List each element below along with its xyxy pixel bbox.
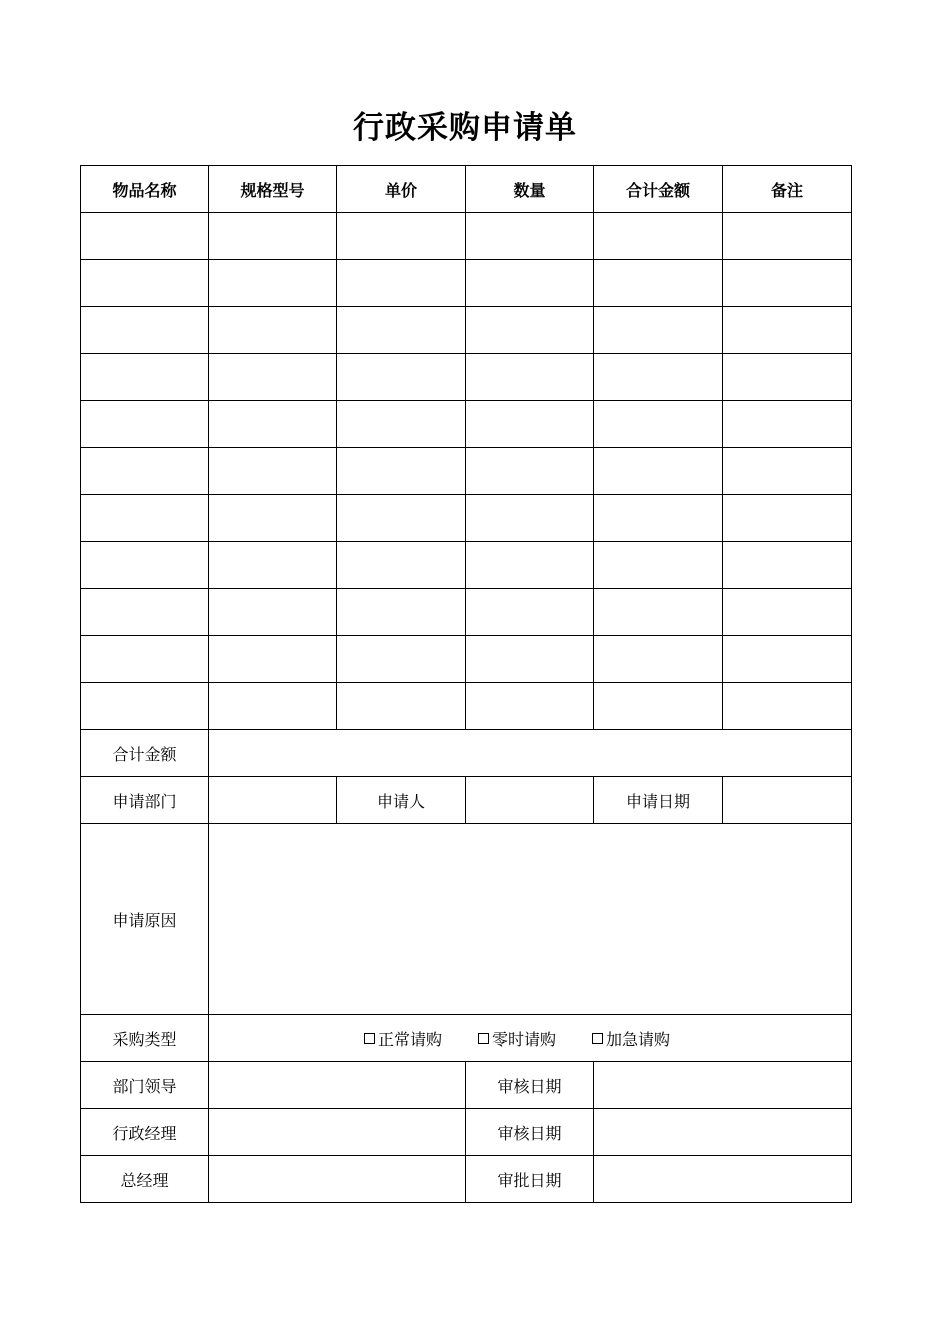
apply-date-label: 申请日期 bbox=[594, 777, 723, 824]
item-name-cell[interactable] bbox=[81, 307, 209, 354]
unit-price-cell[interactable] bbox=[337, 260, 466, 307]
purchase-type-options bbox=[209, 1015, 852, 1062]
item-name-cell[interactable] bbox=[81, 354, 209, 401]
total-amount-cell[interactable] bbox=[594, 636, 723, 683]
remarks-cell[interactable] bbox=[723, 354, 852, 401]
approval-date-value[interactable] bbox=[594, 1156, 852, 1203]
total-amount-cell[interactable] bbox=[594, 260, 723, 307]
item-row bbox=[81, 354, 852, 401]
item-row bbox=[81, 589, 852, 636]
approval-row bbox=[81, 1156, 852, 1203]
quantity-cell[interactable] bbox=[466, 589, 594, 636]
reason-value[interactable] bbox=[209, 824, 852, 1015]
approval-row bbox=[81, 1109, 852, 1156]
header-quantity: 数量 bbox=[466, 166, 594, 213]
quantity-cell[interactable] bbox=[466, 307, 594, 354]
approval-signature-cell[interactable] bbox=[209, 1156, 466, 1203]
remarks-cell[interactable] bbox=[723, 448, 852, 495]
unit-price-cell[interactable] bbox=[337, 636, 466, 683]
total-amount-cell[interactable] bbox=[594, 589, 723, 636]
checkbox-icon[interactable] bbox=[364, 1033, 375, 1044]
remarks-cell[interactable] bbox=[723, 213, 852, 260]
item-row bbox=[81, 401, 852, 448]
remarks-cell[interactable] bbox=[723, 636, 852, 683]
spec-model-cell[interactable] bbox=[209, 354, 337, 401]
unit-price-cell[interactable] bbox=[337, 683, 466, 730]
quantity-cell[interactable] bbox=[466, 636, 594, 683]
option-label: 零时请购 bbox=[492, 1029, 557, 1049]
spec-model-cell[interactable] bbox=[209, 448, 337, 495]
checkbox-icon[interactable] bbox=[478, 1033, 489, 1044]
item-row bbox=[81, 683, 852, 730]
page-title: 行政采购申请单 bbox=[353, 110, 577, 146]
option-temporary-purchase[interactable] bbox=[478, 1027, 556, 1050]
quantity-cell[interactable] bbox=[466, 448, 594, 495]
spec-model-cell[interactable] bbox=[209, 307, 337, 354]
quantity-cell[interactable] bbox=[466, 213, 594, 260]
item-name-cell[interactable] bbox=[81, 448, 209, 495]
approval-role-label: 总经理 bbox=[81, 1156, 209, 1203]
item-row bbox=[81, 213, 852, 260]
item-row bbox=[81, 260, 852, 307]
item-name-cell[interactable] bbox=[81, 589, 209, 636]
total-amount-cell[interactable] bbox=[594, 495, 723, 542]
remarks-cell[interactable] bbox=[723, 260, 852, 307]
item-name-cell[interactable] bbox=[81, 636, 209, 683]
quantity-cell[interactable] bbox=[466, 683, 594, 730]
header-total-amount: 合计金额 bbox=[594, 166, 723, 213]
item-row bbox=[81, 542, 852, 589]
header-unit-price: 单价 bbox=[337, 166, 466, 213]
remarks-cell[interactable] bbox=[723, 589, 852, 636]
unit-price-cell[interactable] bbox=[337, 354, 466, 401]
remarks-cell[interactable] bbox=[723, 401, 852, 448]
option-normal-purchase[interactable] bbox=[364, 1027, 442, 1050]
reason-row bbox=[81, 824, 852, 1015]
spec-model-cell[interactable] bbox=[209, 636, 337, 683]
remarks-cell[interactable] bbox=[723, 683, 852, 730]
spec-model-cell[interactable] bbox=[209, 683, 337, 730]
remarks-cell[interactable] bbox=[723, 307, 852, 354]
total-amount-label: 合计金额 bbox=[81, 730, 209, 777]
unit-price-cell[interactable] bbox=[337, 213, 466, 260]
item-name-cell[interactable] bbox=[81, 401, 209, 448]
item-row bbox=[81, 307, 852, 354]
quantity-cell[interactable] bbox=[466, 260, 594, 307]
checkbox-icon[interactable] bbox=[592, 1033, 603, 1044]
purchase-type-row bbox=[81, 1015, 852, 1062]
unit-price-cell[interactable] bbox=[337, 307, 466, 354]
applicant-row bbox=[81, 777, 852, 824]
item-name-cell[interactable] bbox=[81, 260, 209, 307]
item-row bbox=[81, 448, 852, 495]
spec-model-cell[interactable] bbox=[209, 542, 337, 589]
header-item-name: 物品名称 bbox=[81, 166, 209, 213]
total-amount-cell[interactable] bbox=[594, 542, 723, 589]
total-amount-cell[interactable] bbox=[594, 354, 723, 401]
applicant-label: 申请人 bbox=[337, 777, 466, 824]
total-amount-cell[interactable] bbox=[594, 307, 723, 354]
spec-model-cell[interactable] bbox=[209, 589, 337, 636]
remarks-cell[interactable] bbox=[723, 495, 852, 542]
total-amount-cell[interactable] bbox=[594, 448, 723, 495]
approval-role-label: 行政经理 bbox=[81, 1109, 209, 1156]
quantity-cell[interactable] bbox=[466, 354, 594, 401]
item-row bbox=[81, 636, 852, 683]
unit-price-cell[interactable] bbox=[337, 495, 466, 542]
total-amount-cell[interactable] bbox=[594, 213, 723, 260]
reason-label: 申请原因 bbox=[81, 824, 209, 1015]
total-amount-value[interactable] bbox=[209, 730, 852, 777]
spec-model-cell[interactable] bbox=[209, 213, 337, 260]
item-name-cell[interactable] bbox=[81, 495, 209, 542]
header-row bbox=[81, 166, 852, 213]
item-name-cell[interactable] bbox=[81, 683, 209, 730]
applicant-value[interactable] bbox=[466, 777, 594, 824]
approval-date-value[interactable] bbox=[594, 1062, 852, 1109]
item-row bbox=[81, 495, 852, 542]
item-name-cell[interactable] bbox=[81, 542, 209, 589]
quantity-cell[interactable] bbox=[466, 401, 594, 448]
approval-date-label: 审核日期 bbox=[466, 1109, 594, 1156]
approval-row bbox=[81, 1062, 852, 1109]
option-label: 加急请购 bbox=[606, 1029, 671, 1049]
approval-date-label: 审核日期 bbox=[466, 1062, 594, 1109]
option-label: 正常请购 bbox=[378, 1029, 443, 1049]
item-name-cell[interactable] bbox=[81, 213, 209, 260]
unit-price-cell[interactable] bbox=[337, 542, 466, 589]
apply-date-value[interactable] bbox=[723, 777, 852, 824]
total-amount-cell[interactable] bbox=[594, 401, 723, 448]
unit-price-cell[interactable] bbox=[337, 589, 466, 636]
quantity-cell[interactable] bbox=[466, 542, 594, 589]
spec-model-cell[interactable] bbox=[209, 260, 337, 307]
approval-role-label: 部门领导 bbox=[81, 1062, 209, 1109]
unit-price-cell[interactable] bbox=[337, 448, 466, 495]
total-row bbox=[81, 730, 852, 777]
total-amount-cell[interactable] bbox=[594, 683, 723, 730]
option-urgent-purchase[interactable] bbox=[592, 1027, 670, 1050]
remarks-cell[interactable] bbox=[723, 542, 852, 589]
spec-model-cell[interactable] bbox=[209, 401, 337, 448]
unit-price-cell[interactable] bbox=[337, 401, 466, 448]
header-remarks: 备注 bbox=[723, 166, 852, 213]
approval-date-label: 审批日期 bbox=[466, 1156, 594, 1203]
header-spec-model: 规格型号 bbox=[209, 166, 337, 213]
approval-signature-cell[interactable] bbox=[209, 1109, 466, 1156]
spec-model-cell[interactable] bbox=[209, 495, 337, 542]
purchase-type-label: 采购类型 bbox=[81, 1015, 209, 1062]
approval-date-value[interactable] bbox=[594, 1109, 852, 1156]
purchase-request-table bbox=[80, 165, 852, 1203]
approval-signature-cell[interactable] bbox=[209, 1062, 466, 1109]
quantity-cell[interactable] bbox=[466, 495, 594, 542]
department-value[interactable] bbox=[209, 777, 337, 824]
department-label: 申请部门 bbox=[81, 777, 209, 824]
